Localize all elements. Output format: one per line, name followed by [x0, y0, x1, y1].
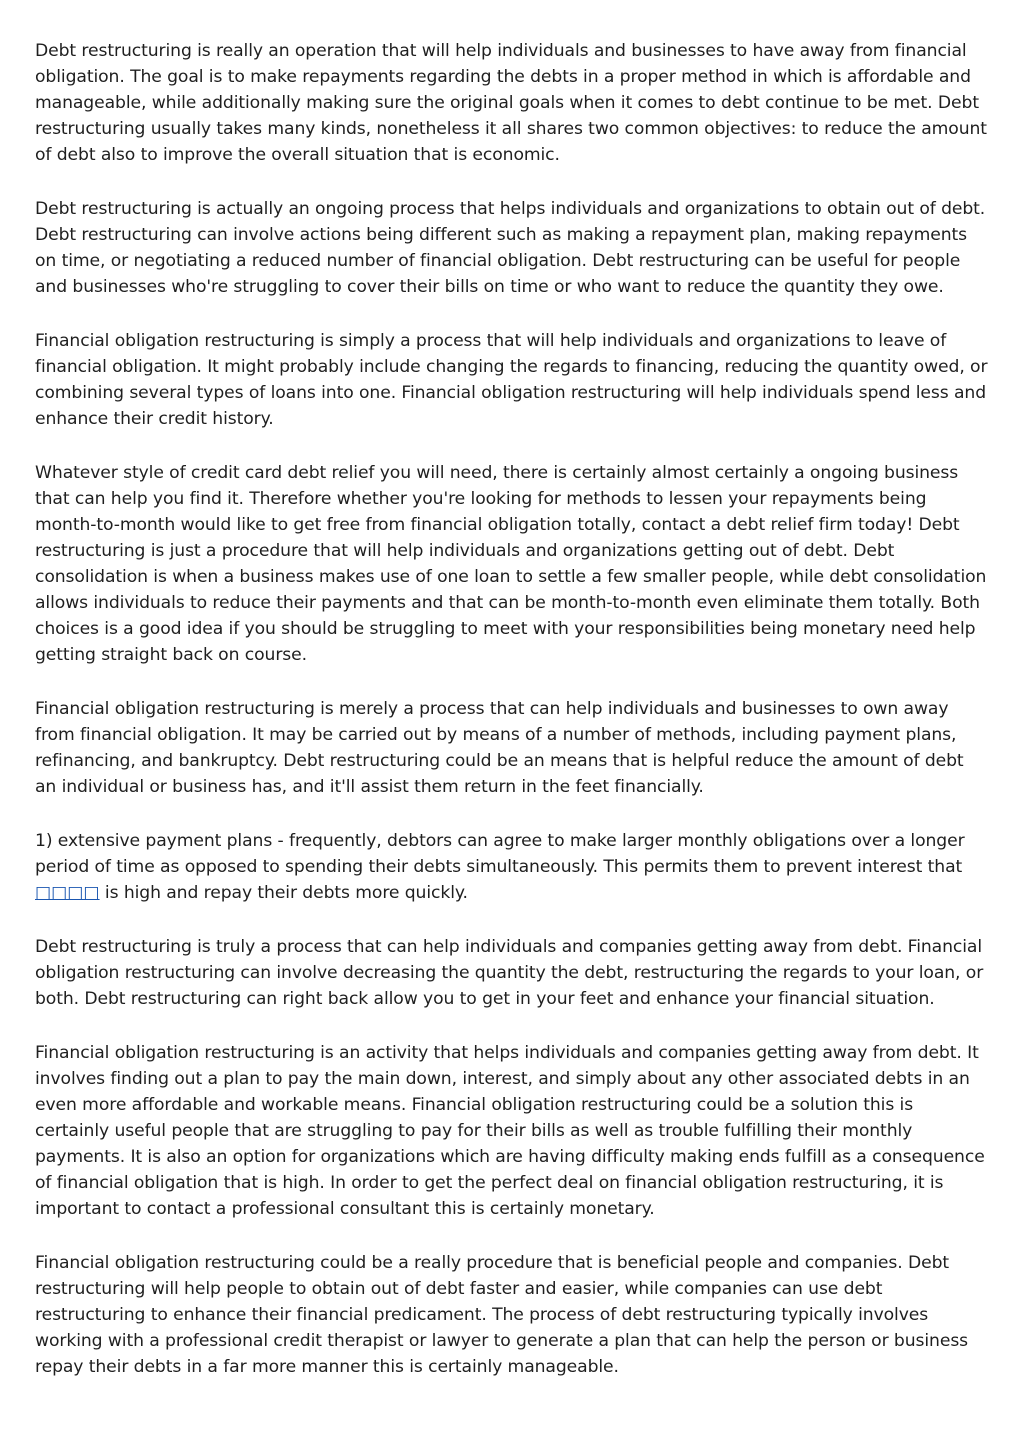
- paragraph-2: Debt restructuring is actually an ongoing process that helps individuals and organizations to obtain out of debt. Debt restructuring can involve actions being different such as making a repayment plan, making repayments on time, or negotiating a reduced number of financial obligation. Debt restructuring can be useful for people and businesses who're struggling to cover their bills on time or who want to reduce the quantity they owe.: [35, 199, 986, 297]
- paragraph-8: Financial obligation restructuring is an activity that helps individuals and companies getting away from debt. It involves finding out a plan to pay the main down, interest, and simply about any other associated debts in an even more affordable and workable means. Financial obligation restructuring could be a solution this is certainly useful people that are struggling to pay for their bills as well as trouble fulfilling their monthly payments. It is also an option for organizations which are having difficulty making ends fulfill as a consequence of financial obligation that is high. In order to get the perfect deal on financial obligation restructuring, it is important to contact a professional consultant this is certainly monetary.: [35, 1043, 985, 1219]
- paragraph-1: Debt restructuring is really an operation that will help individuals and businesses to have away from financial obligation. The goal is to make repayments regarding the debts in a proper method in which is affordable and manageable, while additionally making sure the original goals when it comes to debt continue to be met. Debt restructuring usually takes many kinds, nonetheless it all shares two common objectives: to reduce the amount of debt also to improve the overall situation that is economic.: [35, 41, 987, 165]
- paragraph-3: Financial obligation restructuring is simply a process that will help individuals and organizations to leave of financial obligation. It might probably include changing the regards to financing, reducing the quantity owed, or combining several types of loans into one. Financial obligation restructuring will help individuals spend less and enhance their credit history.: [35, 331, 988, 429]
- list-text-before-link: 1) extensive payment plans - frequently, debtors can agree to make larger monthly obligations over a longer period of time as opposed to spending their debts simultaneously. This permits them to prevent interest that: [35, 831, 965, 877]
- list-text-after-link: is high and repay their debts more quickly.: [99, 883, 468, 903]
- inline-link[interactable]: □□□□: [35, 883, 100, 903]
- paragraph-9: Financial obligation restructuring could be a really procedure that is beneficial people and companies. Debt restructuring will help people to obtain out of debt faster and easier, while companies can use debt restructuring to enhance their financial predicament. The process of debt restructuring typically involves working with a professional credit therapist or lawyer to generate a plan that can help the person or business repay their debts in a far more manner this is certainly manageable.: [35, 1253, 969, 1377]
- paragraph-7: Debt restructuring is truly a process that can help individuals and companies getting away from debt. Financial obligation restructuring can involve decreasing the quantity the debt, restructuring the regards to your loan, or both. Debt restructuring can right back allow you to get in your feet and enhance your financial situation.: [35, 937, 984, 1009]
- paragraph-6-list-item: [35, 828, 990, 906]
- paragraph-4: Whatever style of credit card debt relief you will need, there is certainly almost certainly a ongoing business that can help you find it. Therefore whether you're looking for methods to lessen your repayments being month-to-month would like to get free from financial obligation totally, contact a debt relief firm today! Debt restructuring is just a procedure that will help individuals and organizations getting out of debt. Debt consolidation is when a business makes use of one loan to settle a few smaller people, while debt consolidation allows individuals to reduce their payments and that can be month-to-month even eliminate them totally. Both choices is a good idea if you should be struggling to meet with your responsibilities being monetary need help getting straight back on course.: [35, 463, 987, 665]
- paragraph-5: Financial obligation restructuring is merely a process that can help individuals and businesses to own away from financial obligation. It may be carried out by means of a number of methods, including payment plans, refinancing, and bankruptcy. Debt restructuring could be an means that is helpful reduce the amount of debt an individual or business has, and it'll assist them return in the feet financially.: [35, 699, 964, 797]
